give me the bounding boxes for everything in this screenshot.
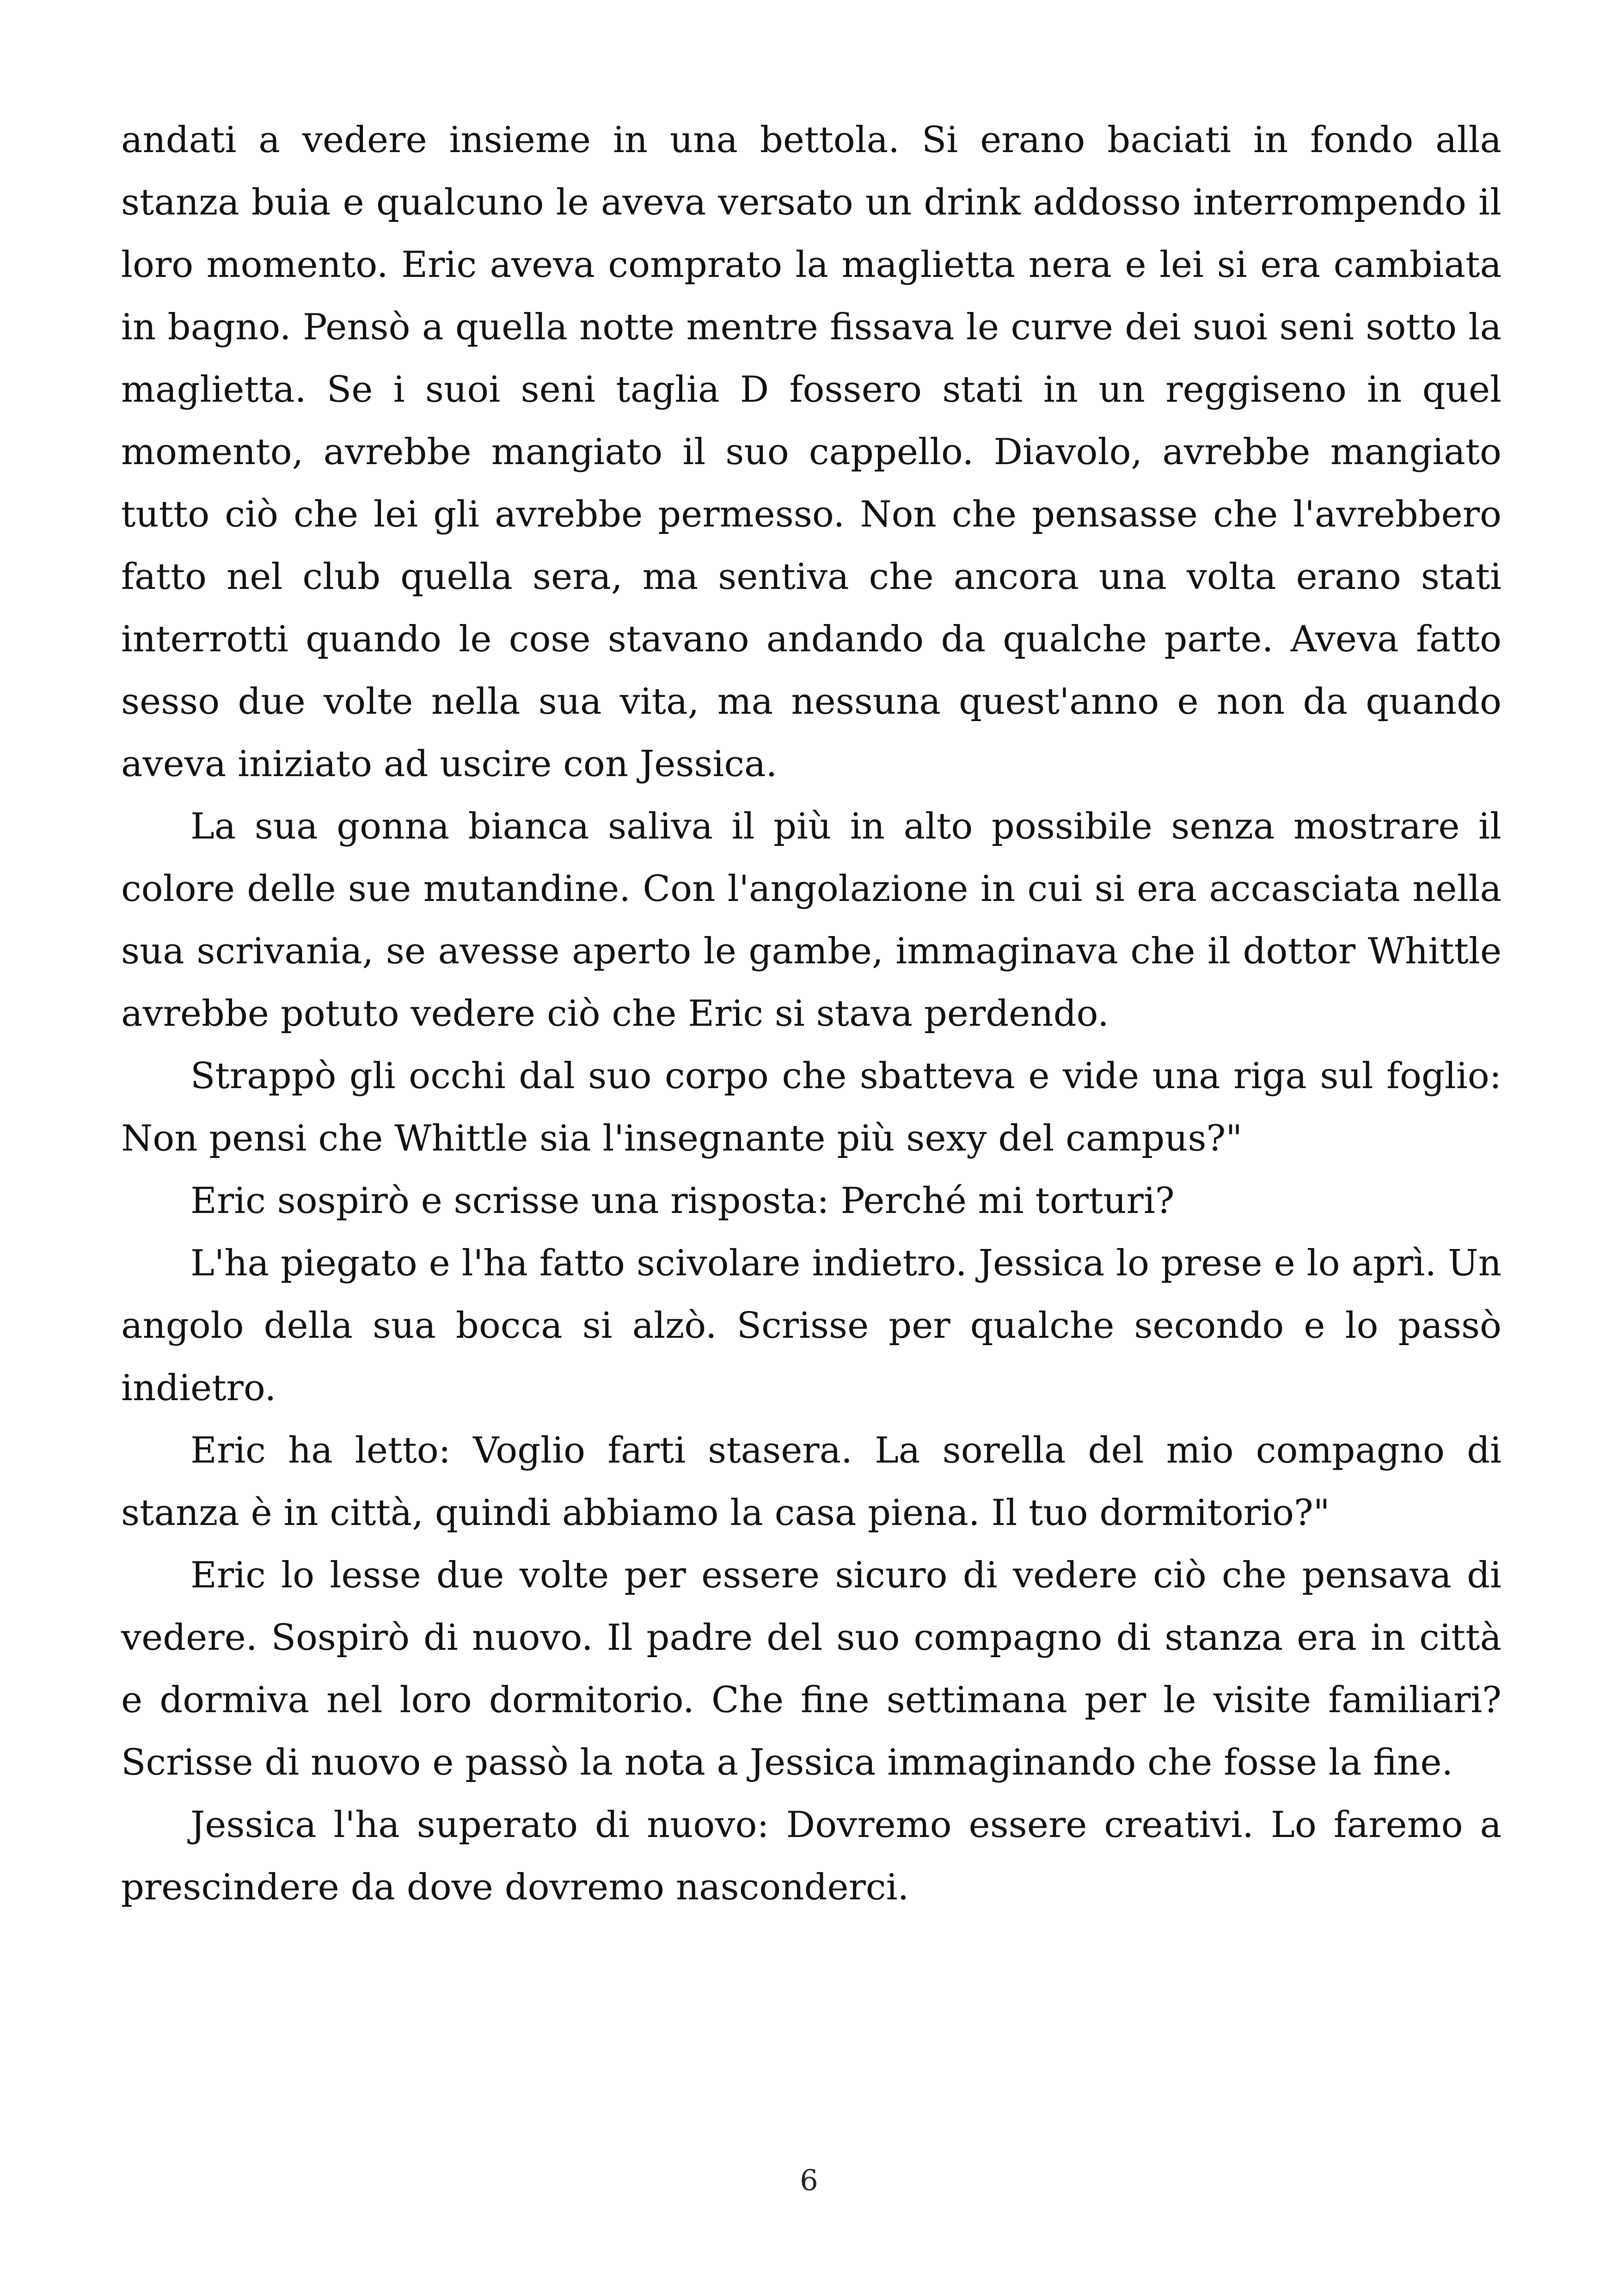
paragraph: Eric sospirò e scrisse una risposta: Perché mi torturi?	[190, 1180, 1175, 1222]
paragraph: L'ha piegato e l'ha fatto scivolare indietro. Jessica lo prese e lo aprì. Un angolo della sua bocca si alzò. Scrisse per qualche secondo e lo passò indietro.	[121, 1243, 1502, 1409]
paragraph: Eric ha letto: Voglio farti stasera. La sorella del mio compagno di stanza è in città, quindi abbiamo la casa piena. Il tuo dormitorio?"	[121, 1430, 1502, 1534]
paragraph: Jessica l'ha superato di nuovo: Dovremo essere creativi. Lo faremo a prescindere da dove dovremo nasconderci.	[121, 1804, 1502, 1908]
body-text	[121, 109, 1502, 1919]
paragraph: Eric lo lesse due volte per essere sicuro di vedere ciò che pensava di vedere. Sospirò di nuovo. Il padre del suo compagno di stanza era in città e dormiva nel loro dormitorio. Che fine settimana per le visite familiari? Scrisse di nuovo e passò la nota a Jessica immaginando che fosse la fine.	[121, 1555, 1502, 1783]
page-number: 6	[800, 2163, 818, 2197]
paragraph: Strappò gli occhi dal suo corpo che sbatteva e vide una riga sul foglio: Non pensi che Whittle sia l'insegnante più sexy del campus?"	[121, 1055, 1502, 1159]
paragraph: La sua gonna bianca saliva il più in alto possibile senza mostrare il colore delle sue mutandine. Con l'angolazione in cui si era accasciata nella sua scrivania, se avesse aperto le gambe, immaginava che il dottor Whittle avrebbe potuto vedere ciò che Eric si stava perdendo.	[121, 806, 1502, 1035]
paragraph: andati a vedere insieme in una bettola. Si erano baciati in fondo alla stanza buia e qualcuno le aveva versato un drink addosso interrompendo il loro momento. Eric aveva comprato la maglietta nera e lei si era cambiata in bagno. Pensò a quella notte mentre fissava le curve dei suoi seni sotto la maglietta. Se i suoi seni taglia D fossero stati in un reggiseno in quel momento, avrebbe mangiato il suo cappello. Diavolo, avrebbe mangiato tutto ciò che lei gli avrebbe permesso. Non che pensasse che l'avrebbero fatto nel club quella sera, ma sentiva che ancora una volta erano stati interrotti quando le cose stavano andando da qualche parte. Aveva fatto sesso due volte nella sua vita, ma nessuna quest'anno e non da quando aveva iniziato ad uscire con Jessica.	[121, 119, 1502, 785]
